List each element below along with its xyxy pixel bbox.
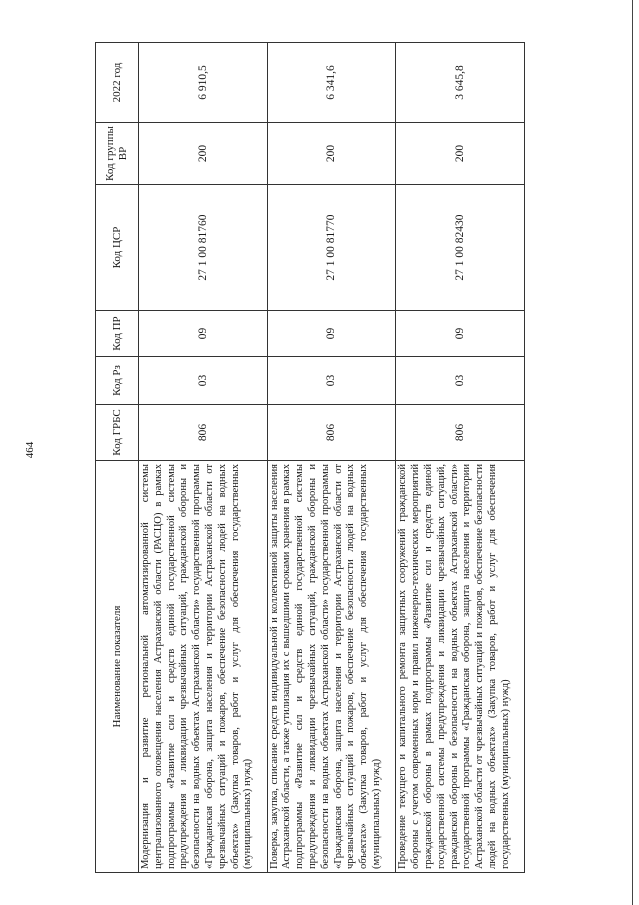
row-pr: 09 [139, 311, 268, 357]
header-year: 2022 год [96, 43, 139, 123]
row-name: Проведение текущего и капитального ремонта защитных сооружений гражданской обороны с учетом современных норм и правил инженерно-технических мероприятий гражданской обороны в рамках подпрограммы «Развитие сил и средств единой государственной системы предупреждения и ликвидации чрезвычайных ситуаций, гражданской обороны и безопасности на водных объектах Астраханской области» государственной программы «Гражданская оборона, защита населения и территории Астраханской области от чрезвычайных ситуаций и пожаров, обеспечение безопасности людей на водных объектах» (Закупка товаров, работ и услуг для обеспечения государственных (муниципальных) нужд) [396, 461, 525, 873]
table-row [267, 43, 396, 873]
row-grbs: 806 [267, 405, 396, 461]
header-name: Наименование показателя [96, 461, 139, 873]
row-rz: 03 [267, 357, 396, 405]
row-csr: 27 1 00 81770 [267, 185, 396, 311]
header-csr: Код ЦСР [96, 185, 139, 311]
header-grbs: Код ГРБС [96, 405, 139, 461]
row-name: Поверка, закупка, списание средств индивидуальной и коллективной защиты населения Астраханской области, а также утилизация их с вышедшими сроками хранения в рамках подпрограммы «Развитие сил и средств единой государственной системы предупреждения и ликвидации чрезвычайных ситуаций, гражданской обороны и безопасности на водных объектах Астраханской области» государственной программы «Гражданская оборона, защита населения и территории Астраханской области от чрезвычайных ситуаций и пожаров, обеспечение безопасности людей на водных объектах» (Закупка товаров, работ и услуг для обеспечения государственных (муниципальных) нужд) [267, 461, 396, 873]
scan-edge-line [632, 0, 633, 905]
page-number: 464 [24, 441, 36, 459]
budget-table [95, 42, 525, 873]
budget-table-rotated [95, 43, 525, 873]
row-name: Модернизация и развитие региональной автоматизированной системы централизованного оповещения населения Астраханской области (РАСЦО) в рамках подпрограммы «Развитие сил и средств единой государственной системы предупреждения и ликвидации чрезвычайных ситуаций, гражданской обороны и безопасности на водных объектах Астраханской области» государственной программы «Гражданская оборона, защита населения и территории Астраханской области от чрезвычайных ситуаций и пожаров, обеспечение безопасности людей на водных объектах» (Закупка товаров, работ и услуг для обеспечения государственных (муниципальных) нужд) [139, 461, 268, 873]
row-grbs: 806 [396, 405, 525, 461]
table-header-row [96, 43, 139, 873]
row-csr: 27 1 00 82430 [396, 185, 525, 311]
table-row [139, 43, 268, 873]
row-vr: 200 [139, 123, 268, 185]
row-value: 3 645,8 [396, 43, 525, 123]
row-value: 6 341,6 [267, 43, 396, 123]
row-vr: 200 [267, 123, 396, 185]
header-pr: Код ПР [96, 311, 139, 357]
row-pr: 09 [396, 311, 525, 357]
header-rz: Код Рз [96, 357, 139, 405]
row-rz: 03 [396, 357, 525, 405]
row-vr: 200 [396, 123, 525, 185]
header-vr: Код группы ВР [96, 123, 139, 185]
table-row [396, 43, 525, 873]
row-value: 6 910,5 [139, 43, 268, 123]
row-rz: 03 [139, 357, 268, 405]
row-pr: 09 [267, 311, 396, 357]
row-csr: 27 1 00 81760 [139, 185, 268, 311]
row-grbs: 806 [139, 405, 268, 461]
